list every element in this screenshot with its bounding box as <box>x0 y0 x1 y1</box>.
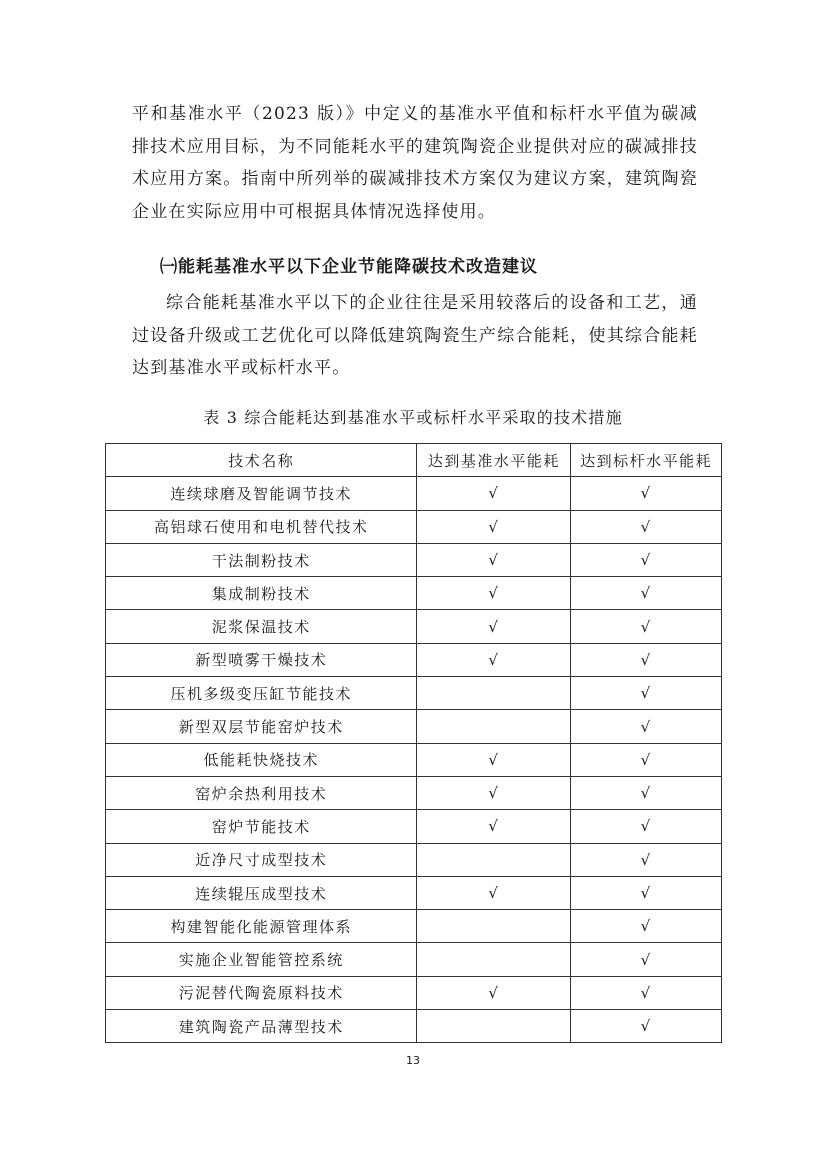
baseline-check-cell <box>417 910 571 943</box>
baseline-check-cell <box>417 677 571 710</box>
baseline-check-cell <box>417 1010 571 1043</box>
table-row <box>106 743 722 776</box>
table-row <box>106 643 722 676</box>
page-number: 13 <box>406 1054 420 1067</box>
table-row <box>106 543 722 576</box>
baseline-check-cell: √ <box>417 477 571 510</box>
benchmark-check-cell: √ <box>571 943 722 976</box>
table-row <box>106 810 722 843</box>
tech-name-cell: 窑炉余热利用技术 <box>106 776 417 809</box>
benchmark-check-cell: √ <box>571 910 722 943</box>
baseline-check-cell: √ <box>417 610 571 643</box>
tech-name-cell: 实施企业智能管控系统 <box>106 943 417 976</box>
benchmark-check-cell: √ <box>571 710 722 743</box>
table-row <box>106 910 722 943</box>
tech-name-cell: 连续辊压成型技术 <box>106 876 417 909</box>
baseline-check-cell: √ <box>417 643 571 676</box>
tech-name-cell: 建筑陶瓷产品薄型技术 <box>106 1010 417 1043</box>
benchmark-check-cell: √ <box>571 577 722 610</box>
benchmark-check-cell: √ <box>571 976 722 1009</box>
tech-name-cell: 连续球磨及智能调节技术 <box>106 477 417 510</box>
table-row <box>106 776 722 809</box>
table-row <box>106 976 722 1009</box>
baseline-check-cell: √ <box>417 743 571 776</box>
benchmark-check-cell: √ <box>571 843 722 876</box>
tech-name-cell: 高铝球石使用和电机替代技术 <box>106 510 417 543</box>
benchmark-check-cell: √ <box>571 643 722 676</box>
table-row <box>106 876 722 909</box>
benchmark-check-cell: √ <box>571 876 722 909</box>
tech-name-cell: 新型喷雾干燥技术 <box>106 643 417 676</box>
tech-name-cell: 低能耗快烧技术 <box>106 743 417 776</box>
tech-name-cell: 污泥替代陶瓷原料技术 <box>106 976 417 1009</box>
benchmark-check-cell: √ <box>571 1010 722 1043</box>
tech-name-cell: 集成制粉技术 <box>106 577 417 610</box>
baseline-check-cell: √ <box>417 976 571 1009</box>
benchmark-check-cell: √ <box>571 543 722 576</box>
baseline-check-cell: √ <box>417 876 571 909</box>
tech-name-cell: 干法制粉技术 <box>106 543 417 576</box>
section-heading: ㈠能耗基准水平以下企业节能降碳技术改造建议 <box>160 257 538 277</box>
body-paragraph-1: 平和基准水平（2023 版）》中定义的基准水平值和标杆水平值为碳减排技术应用目标，为不同能耗水平的建筑陶瓷企业提供对应的碳减排技术应用方案。指南中所列举的碳减排技术方案仅为建议方案，建筑陶瓷企业在实际应用中可根据具体情况选择使用。 <box>132 104 698 222</box>
baseline-check-cell <box>417 710 571 743</box>
baseline-check-cell: √ <box>417 776 571 809</box>
baseline-check-cell: √ <box>417 543 571 576</box>
benchmark-check-cell: √ <box>571 776 722 809</box>
benchmark-check-cell: √ <box>571 477 722 510</box>
benchmark-check-cell: √ <box>571 743 722 776</box>
tech-name-cell: 近净尺寸成型技术 <box>106 843 417 876</box>
body-paragraph-2: 综合能耗基准水平以下的企业往往是采用较落后的设备和工艺，通过设备升级或工艺优化可以降低建筑陶瓷生产综合能耗，使其综合能耗达到基准水平或标杆水平。 <box>132 293 698 378</box>
tech-name-cell: 构建智能化能源管理体系 <box>106 910 417 943</box>
tech-name-cell: 窑炉节能技术 <box>106 810 417 843</box>
table-row <box>106 710 722 743</box>
baseline-check-cell <box>417 843 571 876</box>
table-row <box>106 577 722 610</box>
table-row <box>106 477 722 510</box>
header-baseline-energy: 达到基准水平能耗 <box>417 444 571 477</box>
tech-name-cell: 新型双层节能窑炉技术 <box>106 710 417 743</box>
baseline-check-cell: √ <box>417 510 571 543</box>
table-row <box>106 1010 722 1043</box>
baseline-check-cell: √ <box>417 577 571 610</box>
benchmark-check-cell: √ <box>571 610 722 643</box>
tech-name-cell: 压机多级变压缸节能技术 <box>106 677 417 710</box>
table-row <box>106 677 722 710</box>
header-benchmark-energy: 达到标杆水平能耗 <box>571 444 722 477</box>
baseline-check-cell: √ <box>417 810 571 843</box>
table-row <box>106 943 722 976</box>
table-row <box>106 510 722 543</box>
benchmark-check-cell: √ <box>571 677 722 710</box>
benchmark-check-cell: √ <box>571 810 722 843</box>
table-header-row <box>106 444 722 477</box>
header-technology-name: 技术名称 <box>106 444 417 477</box>
table-row <box>106 843 722 876</box>
technology-measures-table <box>105 443 722 1043</box>
baseline-check-cell <box>417 943 571 976</box>
benchmark-check-cell: √ <box>571 510 722 543</box>
table-caption: 表 3 综合能耗达到基准水平或标杆水平采取的技术措施 <box>203 408 623 427</box>
table-row <box>106 610 722 643</box>
tech-name-cell: 泥浆保温技术 <box>106 610 417 643</box>
